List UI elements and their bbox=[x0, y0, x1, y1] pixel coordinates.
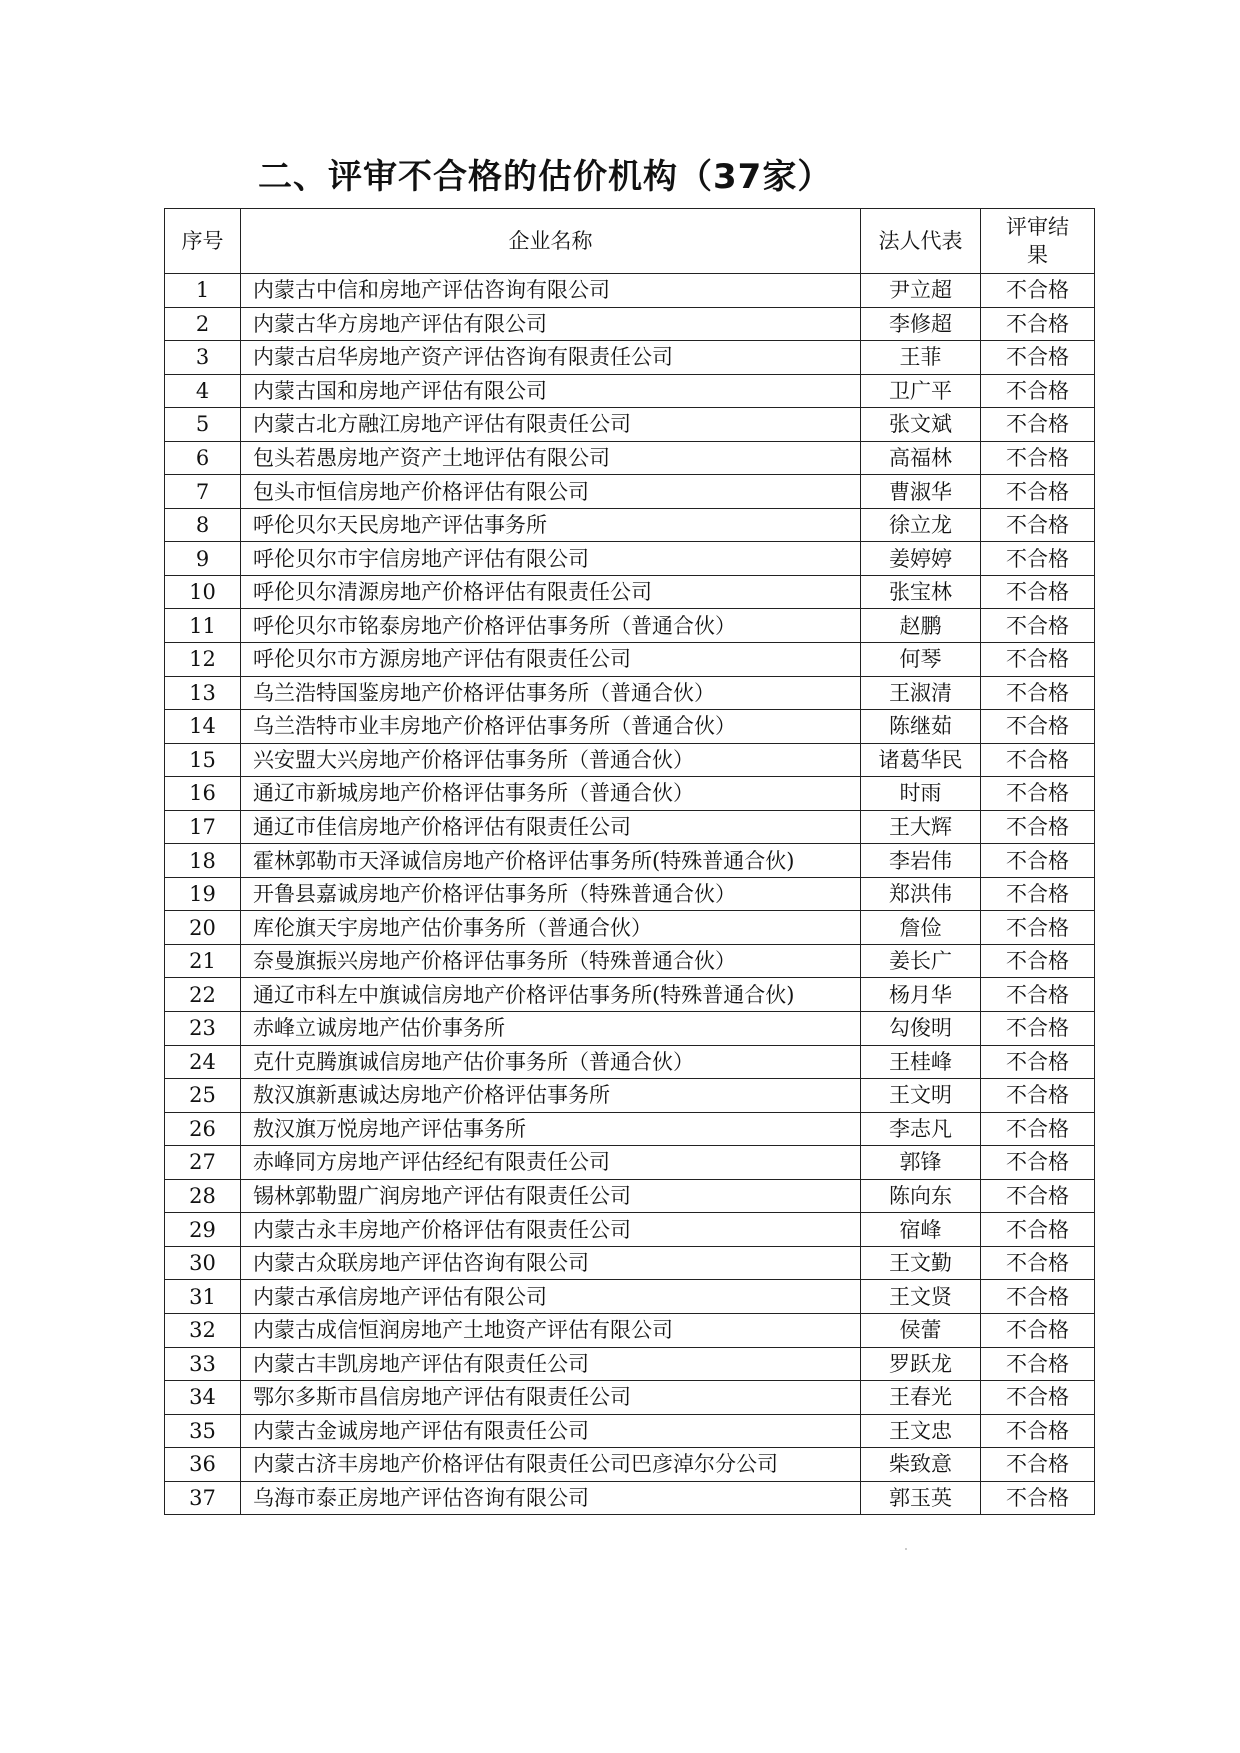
legal-representative-cell: 郑洪伟 bbox=[861, 877, 981, 911]
serial-number-cell: 3 bbox=[165, 341, 241, 375]
serial-number-cell: 14 bbox=[165, 710, 241, 744]
company-name-cell: 内蒙古成信恒润房地产土地资产评估有限公司 bbox=[241, 1313, 861, 1347]
company-name-cell: 包头市恒信房地产价格评估有限公司 bbox=[241, 475, 861, 509]
serial-number-cell: 7 bbox=[165, 475, 241, 509]
serial-number-cell: 16 bbox=[165, 777, 241, 811]
company-name-cell: 敖汉旗新惠诚达房地产价格评估事务所 bbox=[241, 1079, 861, 1113]
company-name-cell: 通辽市佳信房地产价格评估有限责任公司 bbox=[241, 810, 861, 844]
legal-representative-cell: 李志凡 bbox=[861, 1112, 981, 1146]
review-result-cell: 不合格 bbox=[981, 307, 1095, 341]
company-name-cell: 内蒙古国和房地产评估有限公司 bbox=[241, 374, 861, 408]
serial-number-cell: 25 bbox=[165, 1079, 241, 1113]
serial-number-cell: 37 bbox=[165, 1481, 241, 1515]
legal-representative-cell: 郭玉英 bbox=[861, 1481, 981, 1515]
serial-number-cell: 32 bbox=[165, 1313, 241, 1347]
serial-number-cell: 9 bbox=[165, 542, 241, 576]
company-name-cell: 开鲁县嘉诚房地产价格评估事务所（特殊普通合伙） bbox=[241, 877, 861, 911]
company-name-cell: 霍林郭勒市天泽诚信房地产价格评估事务所(特殊普通合伙) bbox=[241, 844, 861, 878]
company-name-cell: 乌兰浩特市业丰房地产价格评估事务所（普通合伙） bbox=[241, 710, 861, 744]
table-row bbox=[165, 1280, 1095, 1314]
table-row bbox=[165, 1347, 1095, 1381]
company-name-cell: 内蒙古永丰房地产价格评估有限责任公司 bbox=[241, 1213, 861, 1247]
table-row bbox=[165, 877, 1095, 911]
serial-number-cell: 19 bbox=[165, 877, 241, 911]
legal-representative-cell: 王淑清 bbox=[861, 676, 981, 710]
legal-representative-cell: 李岩伟 bbox=[861, 844, 981, 878]
review-result-cell: 不合格 bbox=[981, 274, 1095, 308]
company-name-cell: 鄂尔多斯市昌信房地产评估有限责任公司 bbox=[241, 1381, 861, 1415]
serial-number-cell: 2 bbox=[165, 307, 241, 341]
review-result-cell: 不合格 bbox=[981, 475, 1095, 509]
serial-number-cell: 13 bbox=[165, 676, 241, 710]
table-row bbox=[165, 1313, 1095, 1347]
company-name-cell: 乌海市泰正房地产评估咨询有限公司 bbox=[241, 1481, 861, 1515]
legal-representative-cell: 高福林 bbox=[861, 441, 981, 475]
company-name-cell: 锡林郭勒盟广润房地产评估有限责任公司 bbox=[241, 1179, 861, 1213]
table-row bbox=[165, 508, 1095, 542]
table-row bbox=[165, 777, 1095, 811]
serial-number-cell: 36 bbox=[165, 1448, 241, 1482]
serial-number-cell: 1 bbox=[165, 274, 241, 308]
serial-number-cell: 24 bbox=[165, 1045, 241, 1079]
review-result-cell: 不合格 bbox=[981, 1012, 1095, 1046]
serial-number-cell: 18 bbox=[165, 844, 241, 878]
table-row bbox=[165, 844, 1095, 878]
review-result-cell: 不合格 bbox=[981, 441, 1095, 475]
company-name-cell: 呼伦贝尔天民房地产评估事务所 bbox=[241, 508, 861, 542]
company-name-cell: 赤峰立诚房地产估价事务所 bbox=[241, 1012, 861, 1046]
review-result-cell: 不合格 bbox=[981, 1112, 1095, 1146]
company-name-cell: 包头若愚房地产资产土地评估有限公司 bbox=[241, 441, 861, 475]
company-name-cell: 奈曼旗振兴房地产价格评估事务所（特殊普通合伙） bbox=[241, 944, 861, 978]
company-name-cell: 敖汉旗万悦房地产评估事务所 bbox=[241, 1112, 861, 1146]
legal-representative-cell: 徐立龙 bbox=[861, 508, 981, 542]
serial-number-cell: 5 bbox=[165, 408, 241, 442]
legal-representative-cell: 郭锋 bbox=[861, 1146, 981, 1180]
legal-representative-cell: 王文勤 bbox=[861, 1246, 981, 1280]
legal-representative-cell: 王大辉 bbox=[861, 810, 981, 844]
table-row bbox=[165, 575, 1095, 609]
legal-representative-cell: 曹淑华 bbox=[861, 475, 981, 509]
company-name-cell: 呼伦贝尔市铭泰房地产价格评估事务所（普通合伙） bbox=[241, 609, 861, 643]
legal-representative-cell: 宿峰 bbox=[861, 1213, 981, 1247]
serial-number-cell: 35 bbox=[165, 1414, 241, 1448]
review-result-cell: 不合格 bbox=[981, 978, 1095, 1012]
serial-number-cell: 29 bbox=[165, 1213, 241, 1247]
review-result-cell: 不合格 bbox=[981, 743, 1095, 777]
serial-number-cell: 30 bbox=[165, 1246, 241, 1280]
review-result-cell: 不合格 bbox=[981, 1313, 1095, 1347]
review-result-cell: 不合格 bbox=[981, 1045, 1095, 1079]
table-row bbox=[165, 810, 1095, 844]
serial-number-cell: 11 bbox=[165, 609, 241, 643]
legal-representative-cell: 杨月华 bbox=[861, 978, 981, 1012]
table-row bbox=[165, 643, 1095, 677]
table-row bbox=[165, 307, 1095, 341]
serial-number-cell: 27 bbox=[165, 1146, 241, 1180]
review-result-cell: 不合格 bbox=[981, 1146, 1095, 1180]
review-result-cell: 不合格 bbox=[981, 1079, 1095, 1113]
table-header-row bbox=[165, 209, 1095, 274]
table-row bbox=[165, 542, 1095, 576]
legal-representative-cell: 姜婷婷 bbox=[861, 542, 981, 576]
legal-representative-cell: 柴致意 bbox=[861, 1448, 981, 1482]
legal-representative-cell: 李修超 bbox=[861, 307, 981, 341]
serial-number-cell: 22 bbox=[165, 978, 241, 1012]
review-result-cell: 不合格 bbox=[981, 944, 1095, 978]
table-row bbox=[165, 1246, 1095, 1280]
table-row bbox=[165, 1381, 1095, 1415]
serial-number-cell: 34 bbox=[165, 1381, 241, 1415]
company-name-cell: 克什克腾旗诚信房地产估价事务所（普通合伙） bbox=[241, 1045, 861, 1079]
table-row bbox=[165, 676, 1095, 710]
serial-number-cell: 4 bbox=[165, 374, 241, 408]
serial-number-cell: 15 bbox=[165, 743, 241, 777]
header-serial-number: 序号 bbox=[165, 209, 241, 274]
company-name-cell: 库伦旗天宇房地产估价事务所（普通合伙） bbox=[241, 911, 861, 945]
table-row bbox=[165, 1146, 1095, 1180]
serial-number-cell: 17 bbox=[165, 810, 241, 844]
legal-representative-cell: 勾俊明 bbox=[861, 1012, 981, 1046]
serial-number-cell: 6 bbox=[165, 441, 241, 475]
legal-representative-cell: 诸葛华民 bbox=[861, 743, 981, 777]
legal-representative-cell: 王春光 bbox=[861, 1381, 981, 1415]
table-row bbox=[165, 710, 1095, 744]
review-result-cell: 不合格 bbox=[981, 1414, 1095, 1448]
table-row bbox=[165, 1448, 1095, 1482]
table-row bbox=[165, 1012, 1095, 1046]
serial-number-cell: 10 bbox=[165, 575, 241, 609]
legal-representative-cell: 詹俭 bbox=[861, 911, 981, 945]
table-row bbox=[165, 441, 1095, 475]
table-row bbox=[165, 1112, 1095, 1146]
review-result-cell: 不合格 bbox=[981, 844, 1095, 878]
review-result-cell: 不合格 bbox=[981, 542, 1095, 576]
serial-number-cell: 33 bbox=[165, 1347, 241, 1381]
table-row bbox=[165, 1079, 1095, 1113]
review-result-cell: 不合格 bbox=[981, 777, 1095, 811]
review-result-cell: 不合格 bbox=[981, 408, 1095, 442]
results-table bbox=[164, 208, 1095, 1515]
company-name-cell: 内蒙古金诚房地产评估有限责任公司 bbox=[241, 1414, 861, 1448]
serial-number-cell: 8 bbox=[165, 508, 241, 542]
company-name-cell: 内蒙古众联房地产评估咨询有限公司 bbox=[241, 1246, 861, 1280]
review-result-cell: 不合格 bbox=[981, 508, 1095, 542]
table-row bbox=[165, 944, 1095, 978]
serial-number-cell: 20 bbox=[165, 911, 241, 945]
company-name-cell: 乌兰浩特国鉴房地产价格评估事务所（普通合伙） bbox=[241, 676, 861, 710]
table-row bbox=[165, 1481, 1095, 1515]
review-result-cell: 不合格 bbox=[981, 1481, 1095, 1515]
company-name-cell: 赤峰同方房地产评估经纪有限责任公司 bbox=[241, 1146, 861, 1180]
header-legal-representative: 法人代表 bbox=[861, 209, 981, 274]
review-result-cell: 不合格 bbox=[981, 374, 1095, 408]
company-name-cell: 内蒙古承信房地产评估有限公司 bbox=[241, 1280, 861, 1314]
review-result-cell: 不合格 bbox=[981, 1448, 1095, 1482]
table-row bbox=[165, 978, 1095, 1012]
legal-representative-cell: 罗跃龙 bbox=[861, 1347, 981, 1381]
company-name-cell: 内蒙古丰凯房地产评估有限责任公司 bbox=[241, 1347, 861, 1381]
legal-representative-cell: 王文明 bbox=[861, 1079, 981, 1113]
table-row bbox=[165, 274, 1095, 308]
table-body bbox=[165, 274, 1095, 1515]
company-name-cell: 内蒙古华方房地产评估有限公司 bbox=[241, 307, 861, 341]
table-row bbox=[165, 911, 1095, 945]
legal-representative-cell: 时雨 bbox=[861, 777, 981, 811]
scan-speck bbox=[905, 1548, 907, 1550]
company-name-cell: 通辽市新城房地产价格评估事务所（普通合伙） bbox=[241, 777, 861, 811]
serial-number-cell: 31 bbox=[165, 1280, 241, 1314]
legal-representative-cell: 张文斌 bbox=[861, 408, 981, 442]
table-row bbox=[165, 743, 1095, 777]
review-result-cell: 不合格 bbox=[981, 810, 1095, 844]
company-name-cell: 通辽市科左中旗诚信房地产价格评估事务所(特殊普通合伙) bbox=[241, 978, 861, 1012]
table-row bbox=[165, 341, 1095, 375]
serial-number-cell: 26 bbox=[165, 1112, 241, 1146]
legal-representative-cell: 陈向东 bbox=[861, 1179, 981, 1213]
review-result-cell: 不合格 bbox=[981, 1179, 1095, 1213]
legal-representative-cell: 王文贤 bbox=[861, 1280, 981, 1314]
legal-representative-cell: 何琴 bbox=[861, 643, 981, 677]
company-name-cell: 呼伦贝尔市方源房地产评估有限责任公司 bbox=[241, 643, 861, 677]
review-result-cell: 不合格 bbox=[981, 609, 1095, 643]
company-name-cell: 兴安盟大兴房地产价格评估事务所（普通合伙） bbox=[241, 743, 861, 777]
serial-number-cell: 28 bbox=[165, 1179, 241, 1213]
legal-representative-cell: 王菲 bbox=[861, 341, 981, 375]
legal-representative-cell: 侯蕾 bbox=[861, 1313, 981, 1347]
legal-representative-cell: 王文忠 bbox=[861, 1414, 981, 1448]
review-result-cell: 不合格 bbox=[981, 877, 1095, 911]
review-result-cell: 不合格 bbox=[981, 676, 1095, 710]
review-result-cell: 不合格 bbox=[981, 911, 1095, 945]
header-review-result: 评审结果 bbox=[981, 209, 1095, 274]
legal-representative-cell: 王桂峰 bbox=[861, 1045, 981, 1079]
review-result-cell: 不合格 bbox=[981, 1246, 1095, 1280]
review-result-cell: 不合格 bbox=[981, 643, 1095, 677]
company-name-cell: 内蒙古济丰房地产价格评估有限责任公司巴彦淖尔分公司 bbox=[241, 1448, 861, 1482]
table-row bbox=[165, 374, 1095, 408]
company-name-cell: 内蒙古启华房地产资产评估咨询有限责任公司 bbox=[241, 341, 861, 375]
table-row bbox=[165, 475, 1095, 509]
table-row bbox=[165, 408, 1095, 442]
company-name-cell: 呼伦贝尔市宇信房地产评估有限公司 bbox=[241, 542, 861, 576]
review-result-cell: 不合格 bbox=[981, 575, 1095, 609]
header-company-name: 企业名称 bbox=[241, 209, 861, 274]
legal-representative-cell: 陈继茹 bbox=[861, 710, 981, 744]
table-row bbox=[165, 609, 1095, 643]
legal-representative-cell: 赵鹏 bbox=[861, 609, 981, 643]
review-result-cell: 不合格 bbox=[981, 1280, 1095, 1314]
legal-representative-cell: 卫广平 bbox=[861, 374, 981, 408]
table-row bbox=[165, 1045, 1095, 1079]
legal-representative-cell: 张宝林 bbox=[861, 575, 981, 609]
review-result-cell: 不合格 bbox=[981, 1213, 1095, 1247]
table-row bbox=[165, 1414, 1095, 1448]
legal-representative-cell: 姜长广 bbox=[861, 944, 981, 978]
serial-number-cell: 23 bbox=[165, 1012, 241, 1046]
review-result-cell: 不合格 bbox=[981, 1347, 1095, 1381]
page-title: 二、评审不合格的估价机构（37家） bbox=[258, 157, 833, 197]
company-name-cell: 内蒙古中信和房地产评估咨询有限公司 bbox=[241, 274, 861, 308]
review-result-cell: 不合格 bbox=[981, 710, 1095, 744]
review-result-cell: 不合格 bbox=[981, 1381, 1095, 1415]
company-name-cell: 内蒙古北方融江房地产评估有限责任公司 bbox=[241, 408, 861, 442]
review-result-cell: 不合格 bbox=[981, 341, 1095, 375]
table-row bbox=[165, 1213, 1095, 1247]
serial-number-cell: 21 bbox=[165, 944, 241, 978]
company-name-cell: 呼伦贝尔清源房地产价格评估有限责任公司 bbox=[241, 575, 861, 609]
serial-number-cell: 12 bbox=[165, 643, 241, 677]
table-row bbox=[165, 1179, 1095, 1213]
legal-representative-cell: 尹立超 bbox=[861, 274, 981, 308]
